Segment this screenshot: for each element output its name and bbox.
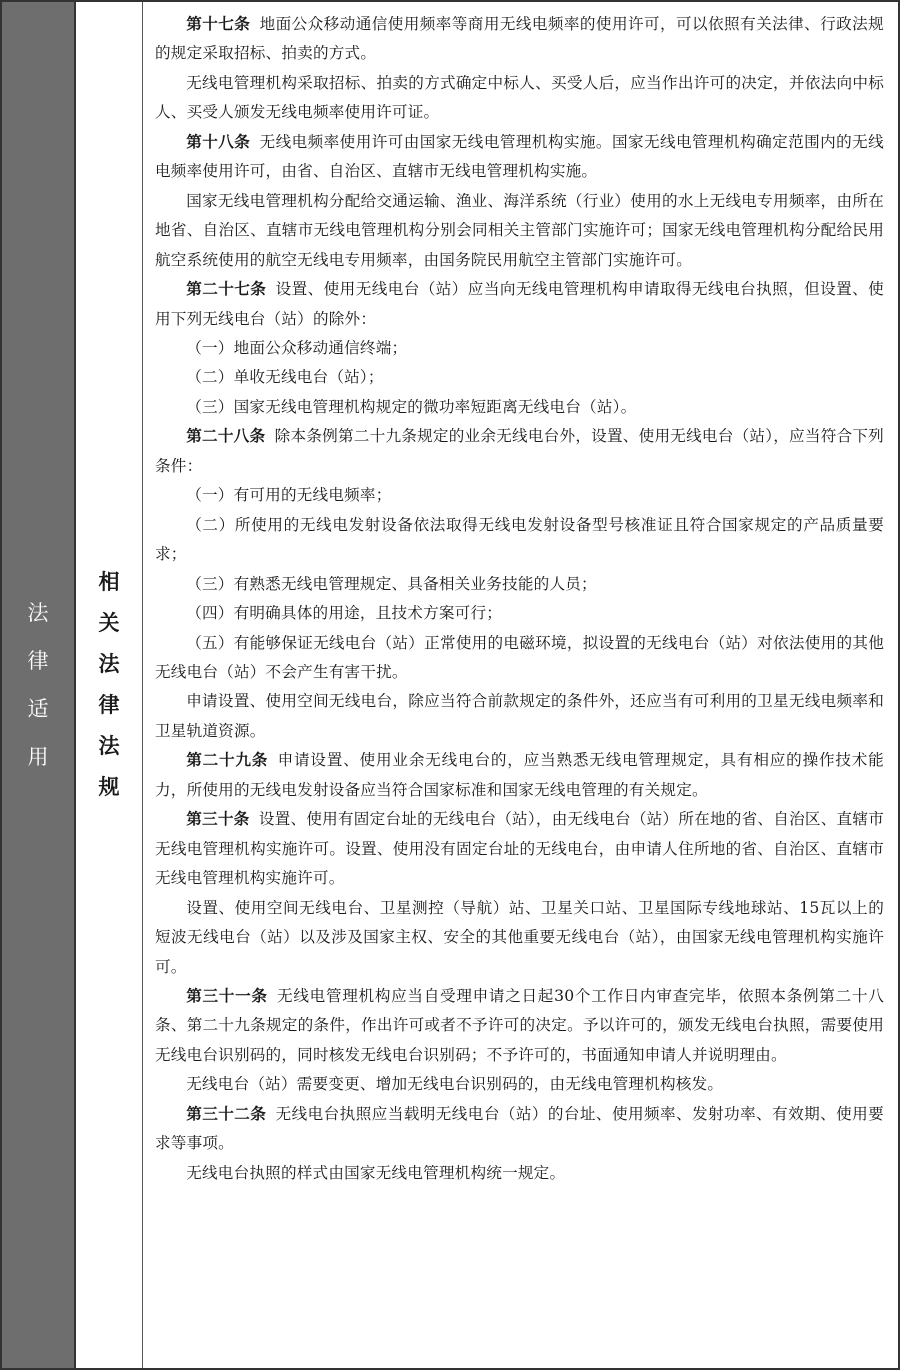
paragraph-text: 设置、使用无线电台（站）应当向无线电管理机构申请取得无线电台执照，但设置、使用下列无线电台（站）的除外：	[155, 280, 884, 328]
label-char: 规	[98, 775, 120, 799]
article-number: 第三十二条	[186, 1104, 267, 1123]
paragraph	[155, 746, 884, 805]
paragraph	[155, 1100, 884, 1159]
paragraph	[155, 805, 884, 893]
paragraph	[155, 481, 884, 510]
paragraph	[155, 687, 884, 746]
paragraph	[155, 894, 884, 982]
label-char: 关	[98, 611, 120, 635]
label-char: 法	[98, 652, 120, 676]
article-number: 第三十一条	[186, 986, 268, 1005]
regulation-text	[143, 2, 898, 1368]
paragraph	[155, 128, 884, 187]
label-char: 律	[98, 693, 120, 717]
paragraph-text: 国家无线电管理机构分配给交通运输、渔业、海洋系统（行业）使用的水上无线电专用频率，由所在地省、自治区、直辖市无线电管理机构分别会同相关主管部门实施许可；国家无线电管理机构分配给民用航空系统使用的航空无线电专用频率，由国务院民用航空主管部门实施许可。	[155, 191, 884, 269]
paragraph-text: （二）单收无线电台（站）；	[186, 368, 384, 387]
paragraph	[155, 69, 884, 128]
label-char: 律	[27, 649, 49, 673]
paragraph-text: 设置、使用空间无线电台、卫星测控（导航）站、卫星关口站、卫星国际专线地球站、15瓦以上的短波无线电台（站）以及涉及国家主权、安全的其他重要无线电台（站），由国家无线电管理机构实施许可。	[155, 898, 884, 976]
paragraph-text: 除本条例第二十九条规定的业余无线电台外，设置、使用无线电台（站），应当符合下列条件：	[155, 427, 884, 475]
paragraph	[155, 629, 884, 688]
paragraph-text: 无线电台执照应当载明无线电台（站）的台址、使用频率、发射功率、有效期、使用要求等事项。	[155, 1104, 884, 1153]
category-column	[2, 2, 76, 1368]
paragraph-text: 设置、使用有固定台址的无线电台（站），由无线电台（站）所在地的省、自治区、直辖市无线电管理机构实施许可。设置、使用没有固定台址的无线电台，由申请人住所地的省、自治区、直辖市无线电管理机构实施许可。	[155, 810, 885, 888]
paragraph	[155, 1159, 884, 1188]
paragraph	[155, 570, 884, 599]
paragraph-text: 无线电台（站）需要变更、增加无线电台识别码的，由无线电管理机构核发。	[186, 1075, 724, 1094]
paragraph	[155, 393, 884, 422]
label-char: 相	[98, 570, 120, 594]
paragraph-text: （五）有能够保证无线电台（站）正常使用的电磁环境，拟设置的无线电台（站）对依法使用的其他无线电台（站）不会产生有害干扰。	[155, 633, 884, 681]
article-number: 第二十八条	[186, 427, 266, 446]
paragraph-text: （三）国家无线电管理机构规定的微功率短距离无线电台（站）。	[186, 397, 637, 416]
paragraph-text: 地面公众移动通信使用频率等商用无线电频率的使用许可，可以依照有关法律、行政法规的规定采取招标、拍卖的方式。	[155, 15, 884, 63]
label-char: 用	[27, 745, 49, 769]
article-number: 第三十条	[186, 810, 250, 829]
paragraph-text: （三）有熟悉无线电管理规定、具备相关业务技能的人员；	[186, 574, 597, 593]
paragraph	[155, 10, 884, 69]
paragraph	[155, 187, 884, 275]
paragraph-text: （一）地面公众移动通信终端；	[186, 338, 408, 357]
label-char: 法	[98, 734, 120, 758]
paragraph	[155, 334, 884, 363]
article-number: 第二十七条	[186, 280, 267, 299]
paragraph	[155, 275, 884, 334]
paragraph	[155, 422, 884, 481]
subcategory-label	[99, 562, 120, 808]
label-char: 适	[27, 697, 49, 721]
paragraph	[155, 599, 884, 628]
paragraph-text: 无线电台执照的样式由国家无线电管理机构统一规定。	[186, 1163, 566, 1182]
paragraph	[155, 1070, 884, 1099]
paragraph-text: 申请设置、使用业余无线电台的，应当熟悉无线电管理规定，具有相应的操作技术能力，所使用的无线电发射设备应当符合国家标准和国家无线电管理的有关规定。	[155, 751, 884, 799]
category-label	[28, 589, 49, 781]
paragraph	[155, 511, 884, 570]
paragraph-text: 无线电管理机构采取招标、拍卖的方式确定中标人、买受人后，应当作出许可的决定，并依法向中标人、买受人颁发无线电频率使用许可证。	[155, 73, 884, 122]
paragraph	[155, 363, 884, 392]
label-char: 法	[27, 601, 49, 625]
subcategory-column	[76, 2, 143, 1368]
article-number: 第十七条	[186, 15, 251, 33]
paragraph-text: （一）有可用的无线电频率；	[186, 486, 392, 505]
paragraph-text: 申请设置、使用空间无线电台，除应当符合前款规定的条件外，还应当有可利用的卫星无线电频率和卫星轨道资源。	[155, 692, 884, 740]
paragraph-text: （四）有明确具体的用途，且技术方案可行；	[186, 604, 503, 623]
paragraph	[155, 982, 884, 1070]
article-number: 第二十九条	[186, 751, 269, 770]
article-number: 第十八条	[186, 132, 251, 151]
paragraph-text: 无线电管理机构应当自受理申请之日起30个工作日内审查完毕，依照本条例第二十八条、第二十九条规定的条件，作出许可或者不予许可的决定。予以许可的，颁发无线电台执照，需要使用无线电台识别码的，同时核发无线电台识别码；不予许可的，书面通知申请人并说明理由。	[155, 986, 884, 1064]
paragraph-text: 无线电频率使用许可由国家无线电管理机构实施。国家无线电管理机构确定范围内的无线电频率使用许可，由省、自治区、直辖市无线电管理机构实施。	[155, 132, 884, 181]
paragraph-text: （二）所使用的无线电发射设备依法取得无线电发射设备型号核准证且符合国家规定的产品质量要求；	[155, 515, 884, 564]
